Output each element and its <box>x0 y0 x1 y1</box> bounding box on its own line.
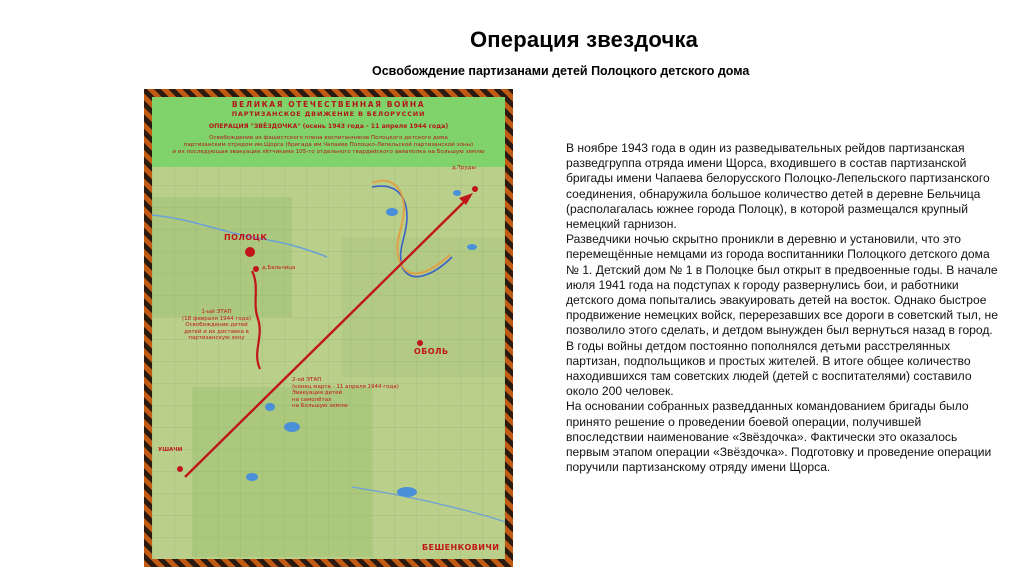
trudy-marker <box>472 186 478 192</box>
label-beshenkovichi: БЕШЕНКОВИЧИ <box>422 543 500 552</box>
label-obol: ОБОЛЬ <box>414 347 449 356</box>
map-image <box>144 89 513 567</box>
label-stage-2: 2-ой ЭТАП (конец марта - 11 апреля 1944 года) Эвакуация детей на самолётах на Большую землю <box>292 377 399 410</box>
page-subtitle: Освобождение партизанами детей Полоцкого детского дома <box>372 64 750 78</box>
map-heading-1: ВЕЛИКАЯ ОТЕЧЕСТВЕННАЯ ВОЙНА <box>231 100 426 109</box>
ushachi-marker <box>177 466 183 472</box>
paragraph-2: Разведчики ночью скрытно проникли в деревню и установили, что это перемещённые немцами из города воспитанники Полоцкого детского дома № 1. Детский дом № 1 в Полоцке был открыт в предвоенные годы. В начале июля 1941 года на подступах к городу развернулись бои, и работники детского дома попытались эвакуировать детей на восток. Однако быстрое продвижение немецких войск, перерезавших все дороги в советский тыл, не позволило этого сделать, и детдом вынужден был вернуться назад в город. В годы войны детдом постоянно пополнялся детьми расстрелянных партизан, подпольщиков и простых жителей. В итоге общее количество находившихся там советских людей (детей с воспитателями) составило около 200 человек. <box>566 232 998 399</box>
label-polotsk: ПОЛОЦК <box>224 233 268 242</box>
map-description: Освобождение из фашистского плена воспитанников Полоцкого детского дома партизанским отрядом им.Щорса (бригада им.Чапаева Полоцко-Лепельской партизанской зоны) и их последующая эвакуация лётчиками 105-го отдельного гвардейского авиаполка на Большую землю <box>172 135 485 155</box>
polotsk-marker <box>245 247 255 257</box>
map-heading-2: ПАРТИЗАНСКОЕ ДВИЖЕНИЕ В БЕЛОРУССИИ <box>231 110 426 118</box>
map-lake-4 <box>453 190 461 196</box>
map-area <box>152 97 505 559</box>
belchitsa-marker <box>253 266 259 272</box>
paragraph-1: В ноябре 1943 года в один из разведывательных рейдов партизанская разведгруппа отряда имени Щорса, входившего в состав партизанской бригады имени Чапаева белорусского Полоцко-Лепельского партизанского соединения, обнаружила большое количество детей в деревне Бельчица (располагалась южнее города Полоцк), в которой размещался крупный немецкий гарнизон. <box>566 141 990 232</box>
page-title: Операция звездочка <box>470 27 699 52</box>
paragraph-3: На основании собранных разведданных командованием бригады было принято решение о проведении боевой операции, получившей впоследствии наименование «Звёздочка». Фактически это оказалось первым этапом операции «Звёздочка». Подготовку и проведение операции поручили партизанскому отряду имени Щорса. <box>566 399 992 475</box>
map-lake-7 <box>467 244 477 250</box>
obol-marker <box>417 340 423 346</box>
label-ushachi: УШАЧИ <box>158 447 183 453</box>
map-lake-3 <box>386 208 398 216</box>
label-stage-1: 1-ый ЭТАП (18 февраля 1944 года) Освобождение детей детей и их доставка в партизанскую зону <box>182 309 251 342</box>
label-belchitsa: д.Бельчица <box>262 265 296 271</box>
map-lake-5 <box>397 487 417 497</box>
map-operation-title: ОПЕРАЦИЯ "ЗВЁЗДОЧКА" (осень 1943 года - 11 апреля 1944 года) <box>208 123 449 130</box>
map-lake-2 <box>265 403 275 411</box>
body-text <box>566 141 1000 475</box>
map-lake-6 <box>246 473 258 481</box>
map-lake-1 <box>284 422 300 432</box>
label-trudy: д.Труды <box>452 165 476 171</box>
